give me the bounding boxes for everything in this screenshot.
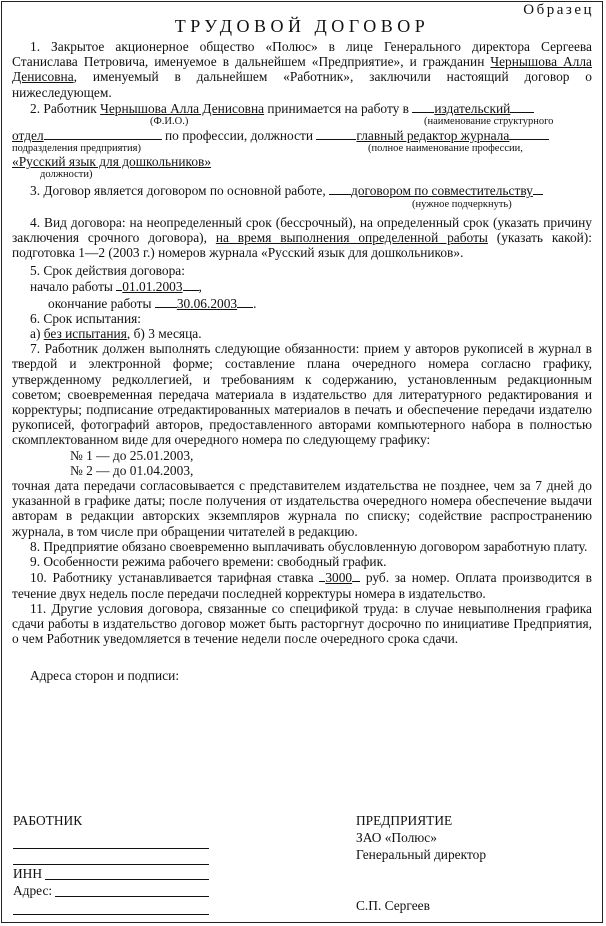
- employee-name-2: Чернышова Алла Денисовна: [100, 100, 265, 116]
- position-hint-b: должности): [40, 169, 93, 181]
- clause-9: 9. Особенности режима рабочего времени: свободный график.: [30, 554, 387, 570]
- employer-signature-block: [356, 812, 586, 914]
- address-field-line: [55, 896, 209, 897]
- schedule-item: № 1 — до 25.01.2003,: [70, 447, 194, 463]
- unit-hint-a: (наименование структурного: [424, 116, 554, 128]
- schedule-item: № 2 — до 01.04.2003,: [70, 462, 194, 478]
- position-hint-a: (полное наименование профессии,: [368, 143, 523, 155]
- address-label: Адрес:: [13, 883, 53, 898]
- fio-hint: (Ф.И.О.): [150, 116, 189, 128]
- clause-4: 4. Вид договора: на неопределенный срок (бессрочный), на определенный срок (указать причину заключения срочного договора), на время выполнения определенной работы (указать какой): подготовка 1—2 (2003 г.) номеров журнала «Русский язык для дошкольников».: [12, 214, 592, 261]
- employer-label: ПРЕДПРИЯТИЕ: [356, 813, 453, 828]
- clause-11: 11. Другие условия договора, связанные со спецификой труда: в случае невыполнения графика сдачи работы в издательство договор может быть расторгнут досрочно по инициативе Предприятия, о чем Работник уведомляется в течение недели после очередного срока сдачи.: [12, 600, 592, 647]
- clause-6: 6. Срок испытания: а) без испытания, б) 3 месяца.: [30, 310, 202, 342]
- contract-kind-hint: (нужное подчеркнуть): [412, 198, 512, 210]
- position-detail: «Русский язык для дошкольников»: [12, 154, 212, 170]
- employee-name-line: [13, 849, 209, 865]
- clause-3: 3. Договор является договором по основной работе, договором по совместительству (нужное подчеркнуть): [12, 182, 592, 209]
- clause-7: 7. Работник должен выполнять следующие обязанности: прием у авторов рукописей в журнал в твердой и электронной форме; составление плана очередного номера согласно графику, утвержденному редколлегией, и требованиям к содержанию, установленным редакционным советом; своевременная передача материала в издательство для литературного редактирования и корректуры; подписание отредактированных материалов в печать и обеспечение передачи издателю рукописей, фотографий авторов, предоставленного авторами компьютерного набора в полностью скомплектованном виде для очередного номера по следующему графику:: [12, 341, 592, 448]
- unit-hint-b: подразделения предприятия): [12, 143, 141, 155]
- clause-1: 1. Закрытое акционерное общество «Полюс» в лице Генерального директора Сергеева Станислава Петровича, именуемое в дальнейшем «Предприятие», и гражданин Чернышова Алла Денисовна, именуемый в дальнейшем «Работник», заключили настоящий договор о нижеследующем.: [12, 39, 592, 100]
- signatures-heading: Адреса сторон и подписи:: [30, 668, 180, 684]
- employer-signer: С.П. Сергеев: [356, 898, 430, 913]
- clause-8: 8. Предприятие обязано своевременно выплачивать обусловленную договором заработную плату.: [30, 538, 588, 554]
- probation-option: без испытания: [43, 326, 127, 342]
- clause-10: 10. Работнику устанавливается тарифная ставка 3000 руб. за номер. Оплата производится в течение двух недель после передачи последней корректуры номера в издательство.: [12, 570, 592, 601]
- clause-7-cont: точная дата передачи согласовывается с представителем издательства не позднее, чем за 7 дней до указанной в графике даты; после получения от издательства очередного номера обеспечение выдачи авторам в редакции авторских экземпляров журнала по списку; содействие распространению журнала, в том числе при обращении читателей в редакцию.: [12, 478, 592, 539]
- employee-name: Чернышова Алла Денисовна: [12, 54, 592, 85]
- clause-5: 5. Срок действия договора: начало работы 01.01.2003 , окончание работы 30.06.2003 .: [30, 263, 257, 311]
- contract-kind: договором по совместительству: [351, 183, 533, 199]
- address-extra-line: [13, 899, 209, 915]
- inn-label: ИНН: [13, 866, 43, 881]
- position: главный редактор журнала: [356, 128, 510, 144]
- employer-position: Генеральный директор: [356, 847, 487, 862]
- contract-document: [12, 4, 592, 684]
- sample-label: Образец: [523, 2, 594, 18]
- start-date: 01.01.2003: [122, 279, 183, 295]
- contract-type: на время выполнения определенной работы: [215, 229, 488, 245]
- employee-signature-line: [13, 833, 209, 849]
- employer-name: ЗАО «Полюс»: [356, 830, 437, 845]
- clause-2: 2. Работник Чернышова Алла Денисовна принимается на работу в издательский (Ф.И.О.) (наименование структурного отдел по профессии, должности главный редактор журнала подразделения предприятия) (полное наименование профессии, «Русский язык для дошкольников» должности): [12, 100, 554, 181]
- department: издательский: [434, 100, 511, 116]
- document-title: ТРУДОВОЙ ДОГОВОР: [174, 16, 430, 36]
- inn-field-line: [45, 879, 209, 880]
- end-date: 30.06.2003: [176, 295, 238, 311]
- tariff-rate: 3000: [325, 570, 353, 586]
- employee-label: РАБОТНИК: [13, 813, 83, 828]
- employee-signature-block: [13, 812, 213, 915]
